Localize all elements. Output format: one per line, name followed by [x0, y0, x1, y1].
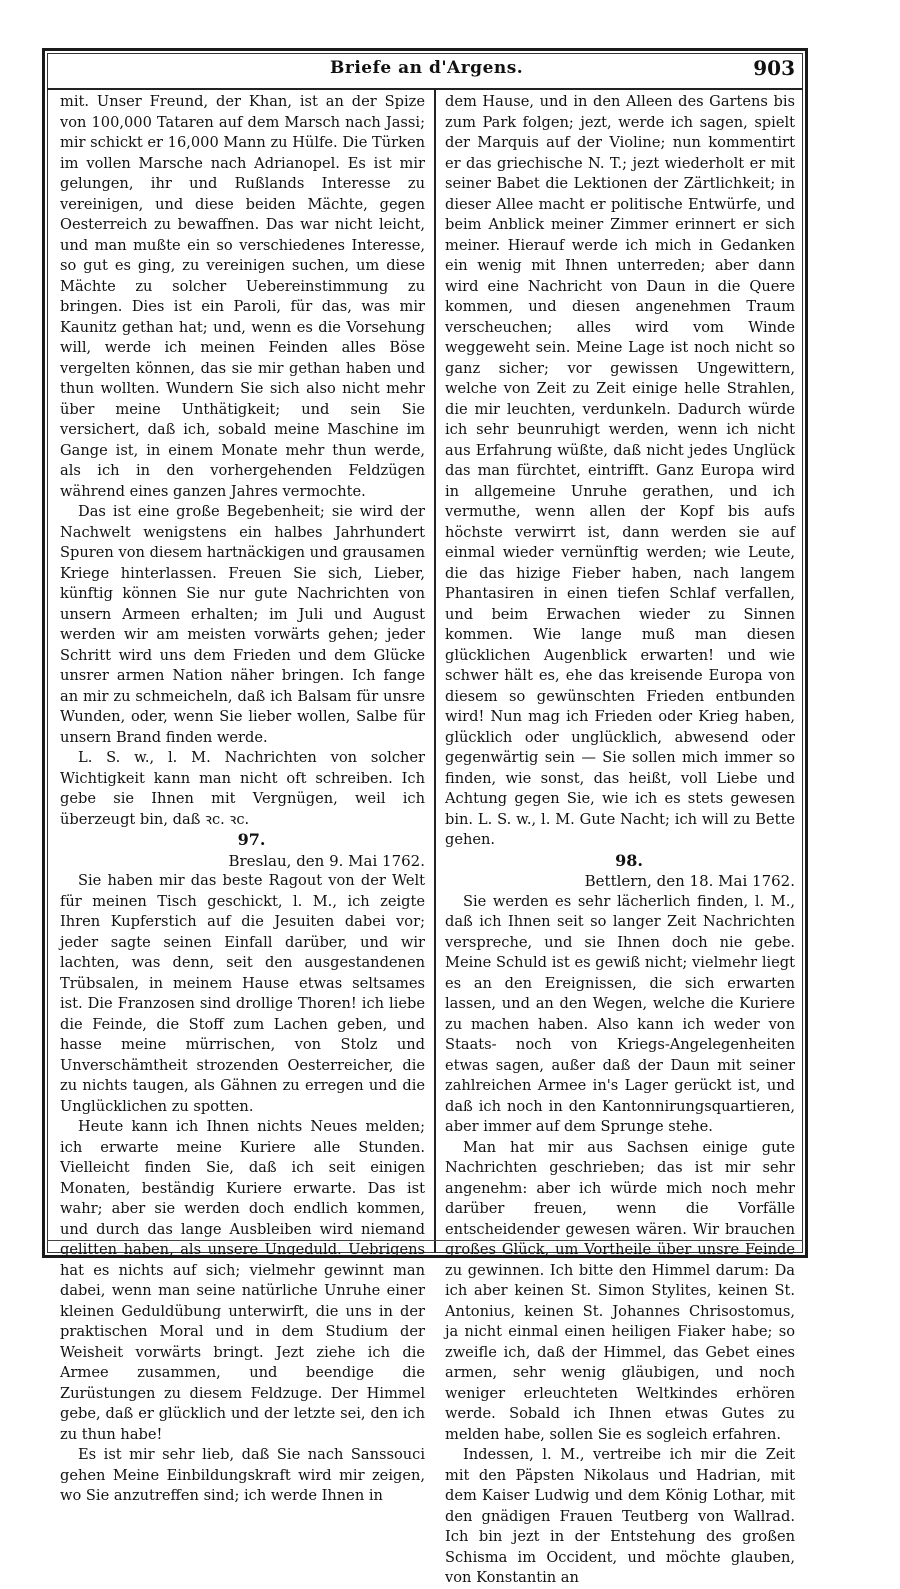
paragraph: dem Hause, und in den Alleen des Gartens bis zum Park folgen; jezt, werde ich sagen, spielt der Marquis auf der Violine; nun kommentirt er das griechische N. T.; jezt wiederholt er mit seiner Babet die Lektionen der Zärtlichkeit; in dieser Allee macht er politische Entwürfe, und beim Anblick meiner Zimmer erinnert er sich meiner. Hierauf werde ich mich in Gedanken ein wenig mit Ihnen unterreden; aber dann wird eine Nachricht von Daun in die Quere kommen, und diesen angenehmen Traum verscheuchen; alles wird vom Winde weggeweht sein. Meine Lage ist noch nicht so ganz sicher; vor gewissen Ungewittern, welche von Zeit zu Zeit einige helle Strahlen, die mir leuchten, verdunkeln. Dadurch würde ich sehr beunruhigt werden, wenn ich nicht aus Erfahrung wüßte, daß nicht jedes Unglück das man fürchtet, eintrifft. Ganz Europa wird in allgemeine Unruhe gerathen, und ich vermuthe, wenn allen der Kopf bis aufs höchste verwirrt ist, dann werden sie auf einmal wieder vernünftig werden; wie Leute, die das hizige Fieber haben, nach langem Phantasiren in einen tiefen Schlaf verfallen, und beim Erwachen wieder zu Sinnen kommen. Wie lange muß man diesen glücklichen Augenblick erwarten! und wie schwer hält es, ehe das kreisende Europa von diesem so gewünschten Frieden entbunden wird! Nun mag ich Frieden oder Krieg haben, glücklich oder unglücklich, abwesend oder gegenwärtig sein — Sie sollen mich immer so finden, wie sonst, das heißt, voll Liebe und Achtung gegen Sie, wie ich es stets gewesen bin. L. S. w., l. M. Gute Nacht; ich will zu Bette gehen. — [445, 93, 795, 848]
left-column — [60, 92, 425, 1507]
paragraph: Sie haben mir das beste Ragout von der Welt für meinen Tisch geschickt, l. M., ich zeigte Ihren Kupferstich auf die Jesuiten dabei vor; jeder sagte seinen Einfall darüber, und wir lachten, was denn, seit den ausgestandenen Trübsalen, in meinem Hause etwas seltsames ist. Die Franzosen sind drollige Thoren! ich liebe die Feinde, die Stoff zum Lachen geben, und hasse meine mürrischen, von Stolz und Unverschämtheit strozenden Oesterreicher, die zu nichts taugen, als Gähnen zu erregen und die Unglücklichen zu spotten. — [60, 872, 425, 1115]
paragraph: mit. Unser Freund, der Khan, ist an der Spize von 100,000 Tataren auf dem Marsch nach Jassi; mir schickt er 16,000 Mann zu Hülfe. Die Türken im vollen Marsche nach Adrianopel. Es ist mir gelungen, ihr und Rußlands Interesse zu vereinigen, und diese beiden Mächte, gegen Oesterreich zu bewaffnen. Das war nicht leicht, und man mußte ein so verschiedenes Interesse, so gut es ging, zu vereinigen suchen, um diese Mächte zu solcher Uebereinstimmung zu bringen. Dies ist ein Paroli, für das, was mir Kaunitz gethan hat; und, wenn es die Vorsehung will, werde ich meinen Feinden alles Böse vergelten können, das sie mir gethan haben und thun wollten. Wundern Sie sich also nicht mehr über meine Unthätigkeit; und sein Sie versichert, daß ich, sobald meine Maschine im Gange ist, in einem Monate mehr thun werde, als ich in den vorhergehenden Feldzügen während eines ganzen Jahres vermochte. — [60, 93, 425, 500]
header-rule — [47, 88, 803, 90]
right-column — [445, 92, 795, 1589]
page-number: 903 — [753, 56, 795, 80]
column-divider — [434, 88, 436, 1253]
paragraph: Heute kann ich Ihnen nichts Neues melden; ich erwarte meine Kuriere alle Stunden. Vielleicht finden Sie, daß ich seit einigen Monaten, beständig Kuriere erwarte. Das ist wahr; aber sie werden doch endlich kommen, und durch das lange Ausbleiben wird niemand gelitten haben, als unsere Ungeduld. Uebrigens hat es nichts auf sich; vielmehr gewinnt man dabei, wenn man seine natürliche Unruhe einer kleinen Geduldübung unterwirft, die uns in der praktischen Moral und in dem Studium der Weisheit vorwärts bringt. Jezt ziehe ich die Armee zusammen, und beendige die Zurüstungen zu diesem Feldzuge. Der Himmel gebe, daß er glücklich und der letzte sei, den ich zu thun habe! — [60, 1118, 425, 1443]
letter-number: 98. — [615, 850, 643, 870]
dateline: Bettlern, den 18. Mai 1762. — [584, 872, 795, 890]
running-head: Briefe an d'Argens. — [330, 58, 524, 78]
paragraph: Sie werden es sehr lächerlich finden, l. M., daß ich Ihnen seit so langer Zeit Nachrichten verspreche, und sie Ihnen doch nie gebe. Meine Schuld ist es gewiß nicht; vielmehr liegt es an den Ereignissen, die sich erwarten lassen, und an den Wegen, welche die Kuriere zu machen haben. Also kann ich weder von Staats- noch von Kriegs-Angelegenheiten etwas sagen, außer daß der Daun mit seiner zahlreichen Armee in's Lager gerückt ist, und daß ich noch in den Kantonnirungsquartieren, aber immer auf dem Sprunge stehe. — [445, 892, 795, 1135]
paragraph: Das ist eine große Begebenheit; sie wird der Nachwelt wenigstens ein halbes Jahrhundert Spuren von diesem hartnäckigen und grausamen Kriege hinterlassen. Freuen Sie sich, Lieber, künftig können Sie nur gute Nachrichten von unsern Armeen erhalten; im Juli und August werden wir am meisten vorwärts gehen; jeder Schritt wird uns dem Frieden und dem Glücke unsrer armen Nation näher bringen. Ich fange an mir zu schmeicheln, daß ich Balsam für unsre Wunden, oder, wenn Sie lieber wollen, Salbe für unsern Brand finden werde. — [60, 503, 425, 746]
paragraph: Man hat mir aus Sachsen einige gute Nachrichten geschrieben; das ist mir sehr angenehm: aber ich würde mich noch mehr darüber freuen, wenn die Vorfälle entscheidender gewesen wären. Wir brauchen großes Glück, um Vortheile über unsre Feinde zu gewinnen. Ich bitte den Himmel darum: Da ich aber keinen St. Simon Stylites, keinen St. Antonius, keinen St. Johannes Chrisostomus, ja nicht einmal einen heiligen Fiaker habe; so zweifle ich, daß der Himmel, das Gebet eines armen, sehr wenig gläubigen, und noch weniger erleuchteten Weltkindes erhören werde. Sobald ich Ihnen etwas Gutes zu melden habe, sollen Sie es sogleich erfahren. — [445, 1138, 795, 1443]
footer-rule — [47, 1240, 803, 1241]
paragraph: Es ist mir sehr lieb, daß Sie nach Sanssouci gehen Meine Einbildungskraft wird mir zeigen, wo Sie anzutreffen sind; ich werde Ihnen in — [60, 1446, 425, 1504]
paragraph: L. S. w., l. M. Nachrichten von solcher Wichtigkeit kann man nicht oft schreiben. Ich gebe sie Ihnen mit Vergnügen, weil ich überzeugt bin, daß ꝛc. ꝛc. — [60, 749, 425, 828]
dateline: Breslau, den 9. Mai 1762. — [228, 851, 425, 870]
paragraph: Indessen, l. M., vertreibe ich mir die Zeit mit den Päpsten Nikolaus und Hadrian, mit dem Kaiser Ludwig und dem König Lothar, mit den gnädigen Frauen Teutberg von Wallrad. Ich bin jezt in der Entstehung des großen Schisma im Occident, und möchte glauben, von Konstantin an — [445, 1446, 795, 1586]
letter-number: 97. — [237, 830, 266, 849]
